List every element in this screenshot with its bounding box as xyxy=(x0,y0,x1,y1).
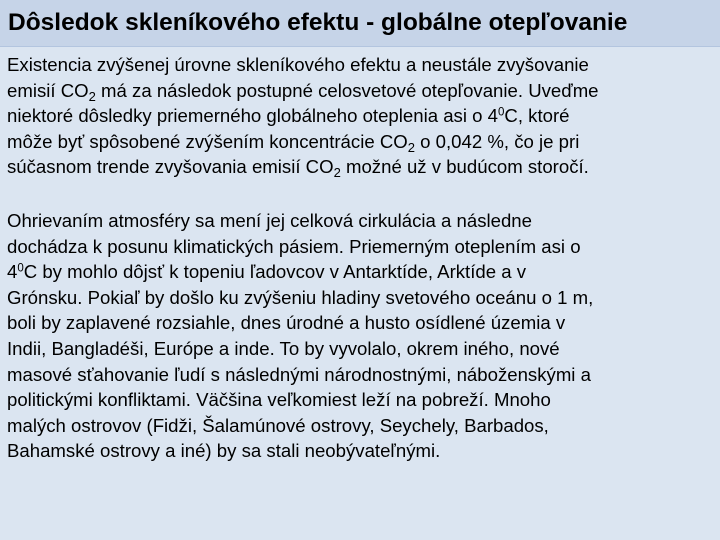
paragraph-1 xyxy=(7,52,713,180)
superscript: 0 xyxy=(498,106,505,119)
title-bar xyxy=(0,0,720,47)
paragraph-2-line-10: Bahamské ostrovy a iné) by sa stali neobývateľnými. xyxy=(7,440,441,462)
paragraph-1-line-1: Existencia zvýšenej úrovne skleníkového efektu a neustále zvyšovanie xyxy=(7,54,589,75)
paragraph-2-line-4: Grónsku. Pokiaľ by došlo ku zvýšeniu hladiny svetového oceánu o 1 m, xyxy=(7,286,594,308)
slide-body xyxy=(7,52,713,464)
paragraph-2-line-2: dochádza k posunu klimatických pásiem. Priemerným oteplením asi o xyxy=(7,235,581,257)
paragraph-1-line-2: emisií $CO_2$ má za následok postupné celosvetové otepľovanie. Uveďme xyxy=(7,79,599,104)
paragraph-2-line-9: malých ostrovov (Fidži, Šalamúnové ostrovy, Seychely, Barbados, xyxy=(7,414,549,436)
paragraph-1-line-3: niektoré dôsledky priemerného globálneho oteplenia asi o $4^0C$, ktoré xyxy=(7,105,570,127)
subscript: 2 xyxy=(407,139,415,155)
paragraph-1-line-4: môže byť spôsobené zvýšením koncentrácie $CO_2$ o 0,042 %, čo je pri xyxy=(7,130,580,155)
superscript: 0 xyxy=(17,262,24,275)
paragraph-1-line-5: súčasnom trende zvyšovania emisií $CO_2$ možné už v budúcom storočí. xyxy=(7,156,589,181)
paragraph-2-line-5: boli by zaplavené rozsiahle, dnes úrodné a husto osídlené územia v xyxy=(7,312,566,334)
subscript: 2 xyxy=(333,165,341,181)
paragraph-2-line-3: $4^0C$ by mohlo dôjsť k topeniu ľadovcov v Antarktíde, Arktíde a v xyxy=(7,261,527,283)
paragraph-2 xyxy=(7,208,713,464)
paragraph-2-line-6: Indii, Bangladéši, Európe a inde. To by vyvolalo, okrem iného, nové xyxy=(7,337,560,359)
paragraph-2-line-8: politickými konfliktami. Väčšina veľkomiest leží na pobreží. Mnoho xyxy=(7,389,551,411)
paragraph-2-line-7: masové sťahovanie ľudí s následnými národnostnými, náboženskými a xyxy=(7,363,591,385)
slide-title: Dôsledok skleníkového efektu - globálne otepľovanie xyxy=(8,9,628,36)
paragraph-2-line-1: Ohrievaním atmosféry sa mení jej celková cirkulácia a následne xyxy=(7,209,532,231)
subscript: 2 xyxy=(88,88,96,104)
